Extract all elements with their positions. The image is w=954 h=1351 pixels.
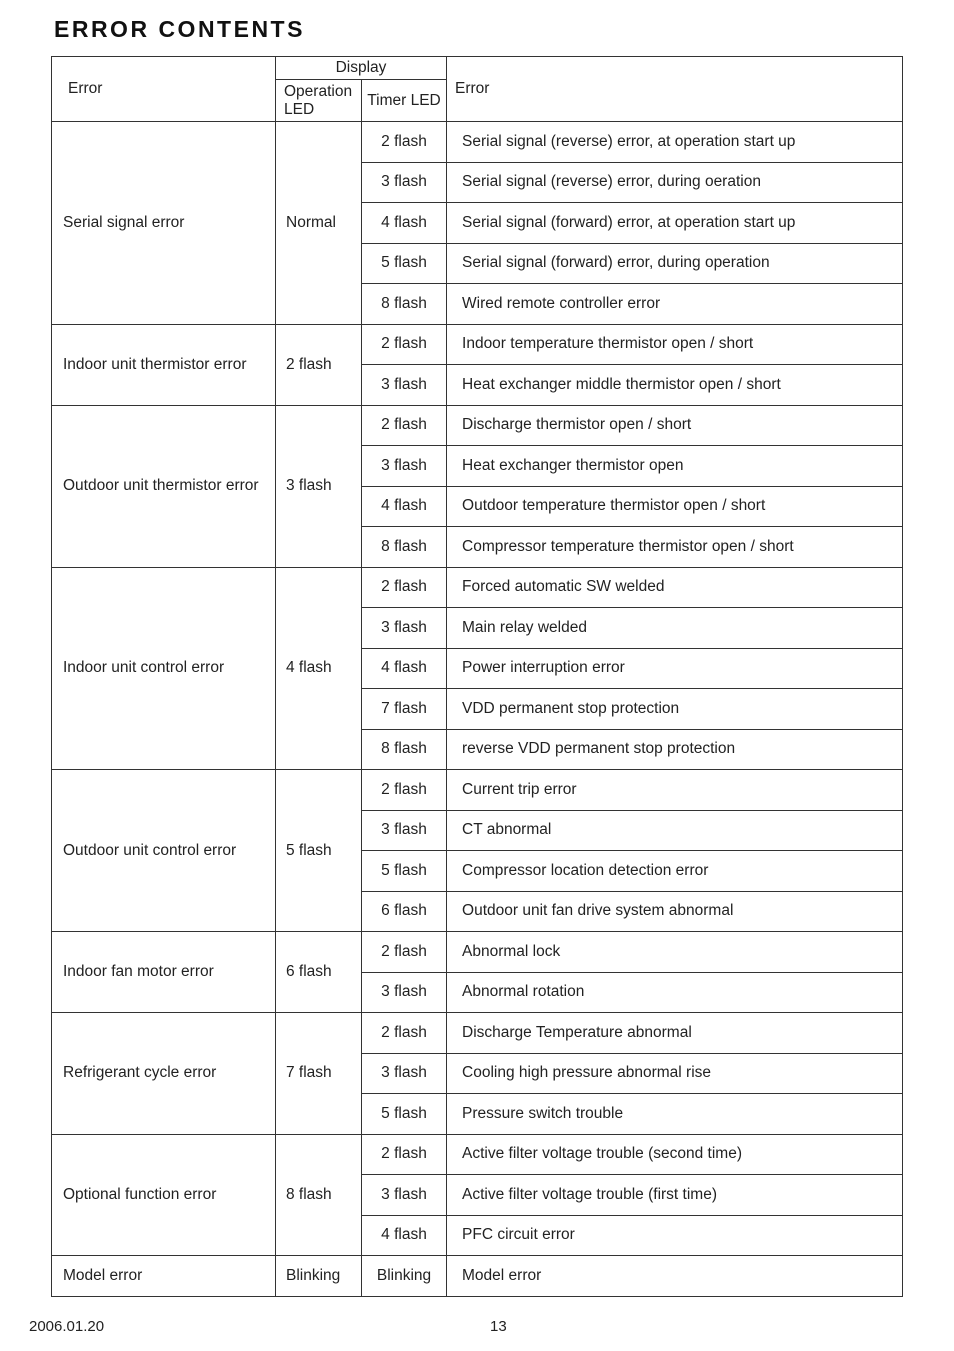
operation-led-cell: 8 flash [276,1134,362,1256]
error-description-cell: VDD permanent stop protection [447,689,903,730]
error-description-cell: Compressor location detection error [447,851,903,892]
error-category-cell: Indoor unit control error [52,567,276,770]
error-description-cell: Serial signal (forward) error, at operation start up [447,203,903,244]
timer-led-cell: 2 flash [362,405,447,446]
error-description-cell: Active filter voltage trouble (first time) [447,1175,903,1216]
error-category-cell: Outdoor unit thermistor error [52,405,276,567]
error-category-cell: Indoor fan motor error [52,932,276,1013]
timer-led-cell: 4 flash [362,1215,447,1256]
header-timer-led: Timer LED [362,80,447,122]
timer-led-cell: 3 flash [362,162,447,203]
timer-led-cell: 8 flash [362,527,447,568]
error-description-cell: reverse VDD permanent stop protection [447,729,903,770]
error-description-cell: Active filter voltage trouble (second time) [447,1134,903,1175]
page-title: ERROR CONTENTS [54,16,305,42]
error-description-cell: Abnormal lock [447,932,903,973]
timer-led-cell: 3 flash [362,972,447,1013]
timer-led-cell: 5 flash [362,243,447,284]
operation-led-cell: 5 flash [276,770,362,932]
table-row [52,932,903,973]
timer-led-cell: 2 flash [362,324,447,365]
error-description-cell: Model error [447,1256,903,1297]
error-category-cell: Outdoor unit control error [52,770,276,932]
header-error: Error [52,57,276,122]
error-description-cell: Outdoor temperature thermistor open / short [447,486,903,527]
error-description-cell: Cooling high pressure abnormal rise [447,1053,903,1094]
error-description-cell: PFC circuit error [447,1215,903,1256]
header-operation-led: Operation LED [276,80,362,122]
page-number: 13 [490,1318,507,1335]
operation-led-cell: Blinking [276,1256,362,1297]
timer-led-cell: 6 flash [362,891,447,932]
timer-led-cell: 8 flash [362,284,447,325]
operation-led-cell: 2 flash [276,324,362,405]
table-row [52,567,903,608]
timer-led-cell: 2 flash [362,770,447,811]
operation-led-cell: 3 flash [276,405,362,567]
operation-led-cell: 4 flash [276,567,362,770]
timer-led-cell: 3 flash [362,1175,447,1216]
error-description-cell: CT abnormal [447,810,903,851]
timer-led-cell: 3 flash [362,446,447,487]
operation-led-cell: 7 flash [276,1013,362,1135]
error-category-cell: Model error [52,1256,276,1297]
timer-led-cell: 4 flash [362,203,447,244]
table-body [52,122,903,1297]
timer-led-cell: 4 flash [362,486,447,527]
error-description-cell: Wired remote controller error [447,284,903,325]
timer-led-cell: 7 flash [362,689,447,730]
table-row [52,1256,903,1297]
timer-led-cell: 2 flash [362,932,447,973]
footer-date: 2006.01.20 [29,1318,105,1335]
error-description-cell: Serial signal (reverse) error, at operation start up [447,122,903,163]
operation-led-cell: 6 flash [276,932,362,1013]
table-row [52,122,903,163]
timer-led-cell: 5 flash [362,1094,447,1135]
error-description-cell: Serial signal (reverse) error, during oeration [447,162,903,203]
timer-led-cell: 3 flash [362,365,447,406]
timer-led-cell: 2 flash [362,1013,447,1054]
error-category-cell: Serial signal error [52,122,276,325]
timer-led-cell: 3 flash [362,810,447,851]
operation-led-cell: Normal [276,122,362,325]
error-category-cell: Indoor unit thermistor error [52,324,276,405]
error-description-cell: Main relay welded [447,608,903,649]
table-row [52,770,903,811]
error-description-cell: Pressure switch trouble [447,1094,903,1135]
table-row [52,1013,903,1054]
error-description-cell: Heat exchanger middle thermistor open / short [447,365,903,406]
table-row [52,1134,903,1175]
header-display: Display [276,57,447,80]
header-error-description: Error [447,57,903,122]
timer-led-cell: 2 flash [362,122,447,163]
error-description-cell: Current trip error [447,770,903,811]
error-category-cell: Optional function error [52,1134,276,1256]
error-description-cell: Heat exchanger thermistor open [447,446,903,487]
timer-led-cell: 5 flash [362,851,447,892]
error-contents-table [51,56,903,1297]
timer-led-cell: 8 flash [362,729,447,770]
timer-led-cell: 4 flash [362,648,447,689]
table-row [52,405,903,446]
error-description-cell: Forced automatic SW welded [447,567,903,608]
table-row [52,324,903,365]
timer-led-cell: 3 flash [362,608,447,649]
timer-led-cell: 2 flash [362,567,447,608]
timer-led-cell: 2 flash [362,1134,447,1175]
error-description-cell: Power interruption error [447,648,903,689]
error-description-cell: Abnormal rotation [447,972,903,1013]
error-description-cell: Serial signal (forward) error, during operation [447,243,903,284]
error-category-cell: Refrigerant cycle error [52,1013,276,1135]
error-description-cell: Compressor temperature thermistor open / short [447,527,903,568]
timer-led-cell: Blinking [362,1256,447,1297]
error-description-cell: Outdoor unit fan drive system abnormal [447,891,903,932]
timer-led-cell: 3 flash [362,1053,447,1094]
error-description-cell: Discharge thermistor open / short [447,405,903,446]
error-description-cell: Discharge Temperature abnormal [447,1013,903,1054]
error-description-cell: Indoor temperature thermistor open / short [447,324,903,365]
